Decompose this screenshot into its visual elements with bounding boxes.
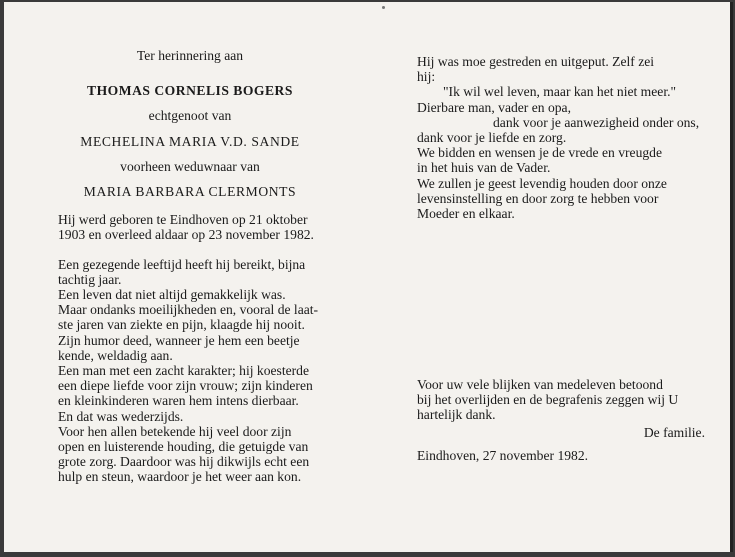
body-line: kende, weldadig aan. bbox=[58, 347, 173, 363]
body-paragraph bbox=[58, 257, 322, 485]
verse-line: dank voor je liefde en zorg. bbox=[417, 130, 567, 146]
signature: De familie. bbox=[643, 424, 705, 440]
body-line: open en luisterende houding, die getuigde van bbox=[58, 439, 309, 455]
body-line: hulp en steun, waardoor je het weer aan kon. bbox=[58, 469, 302, 485]
spouse-intro: echtgenoot van bbox=[148, 108, 232, 124]
body-line: Een man met een zacht karakter; hij koesterde bbox=[58, 363, 309, 379]
verse-line: levensinstelling en door zorg te hebben voor bbox=[417, 190, 659, 206]
verse-line: Dierbare man, vader en opa, bbox=[417, 99, 571, 115]
former-spouse-name: MARIA BARBARA CLERMONTS bbox=[83, 184, 297, 200]
speck bbox=[382, 6, 385, 9]
body-line: een diepe liefde voor zijn vrouw; zijn kinderen bbox=[58, 378, 313, 394]
body-line: ste jaren van ziekte en pijn, klaagde hij nooit. bbox=[58, 317, 305, 333]
place-date: Eindhoven, 27 november 1982. bbox=[417, 448, 589, 463]
verse-line: in het huis van de Vader. bbox=[417, 160, 551, 176]
body-line: Zijn humor deed, wanneer je hem een beetje bbox=[58, 332, 300, 348]
body-line: tachtig jaar. bbox=[58, 271, 122, 287]
body-line: Een gezegende leeftijd heeft hij bereikt, bijna bbox=[58, 256, 306, 272]
verse-line: Moeder en elkaar. bbox=[417, 206, 515, 222]
spouse-name: MECHELINA MARIA V.D. SANDE bbox=[80, 133, 300, 149]
verse-line: dank voor je aanwezigheid onder ons, bbox=[493, 114, 700, 130]
body-line: en kleinkinderen waren hem intens dierbaar. bbox=[58, 393, 299, 409]
body-line: En dat was wederzijds. bbox=[58, 408, 184, 424]
verse-line: We zullen je geest levendig houden door onze bbox=[417, 175, 667, 191]
quote-line: "Ik wil wel leven, maar kan het niet meer." bbox=[443, 84, 677, 100]
right-column bbox=[417, 54, 707, 221]
thanks-line: hartelijk dank. bbox=[417, 407, 496, 423]
body-line: grote zorg. Daardoor was hij dikwijls echt een bbox=[58, 454, 310, 470]
deceased-name: THOMAS CORNELIS BOGERS bbox=[87, 83, 293, 99]
verse-line: We bidden en wensen je de vrede en vreugde bbox=[417, 145, 662, 161]
verse-line: Hij was moe gestreden en uitgeput. Zelf zei bbox=[417, 54, 655, 69]
body-line: Voor hen allen betekende hij veel door zijn bbox=[58, 423, 292, 439]
birth-paragraph bbox=[58, 212, 322, 242]
memorial-card bbox=[4, 2, 733, 552]
birth-line: 1903 en overleed aldaar op 23 november 1982. bbox=[58, 227, 314, 243]
left-column bbox=[58, 48, 322, 485]
body-line: Maar ondanks moeilijkheden en, vooral de laat- bbox=[58, 302, 319, 318]
thanks-paragraph bbox=[417, 377, 707, 440]
birth-line: Hij werd geboren te Eindhoven op 21 oktober bbox=[58, 212, 308, 228]
verse-line: hij: bbox=[417, 69, 436, 85]
thanks-line: Voor uw vele blijken van medeleven betoond bbox=[417, 377, 663, 392]
body-line: Een leven dat niet altijd gemakkelijk was. bbox=[58, 287, 286, 303]
thanks-line: bij het overlijden en de begrafenis zeggen wij U bbox=[417, 392, 679, 408]
widower-intro: voorheen weduwnaar van bbox=[120, 158, 260, 174]
intro-text: Ter herinnering aan bbox=[136, 48, 244, 63]
